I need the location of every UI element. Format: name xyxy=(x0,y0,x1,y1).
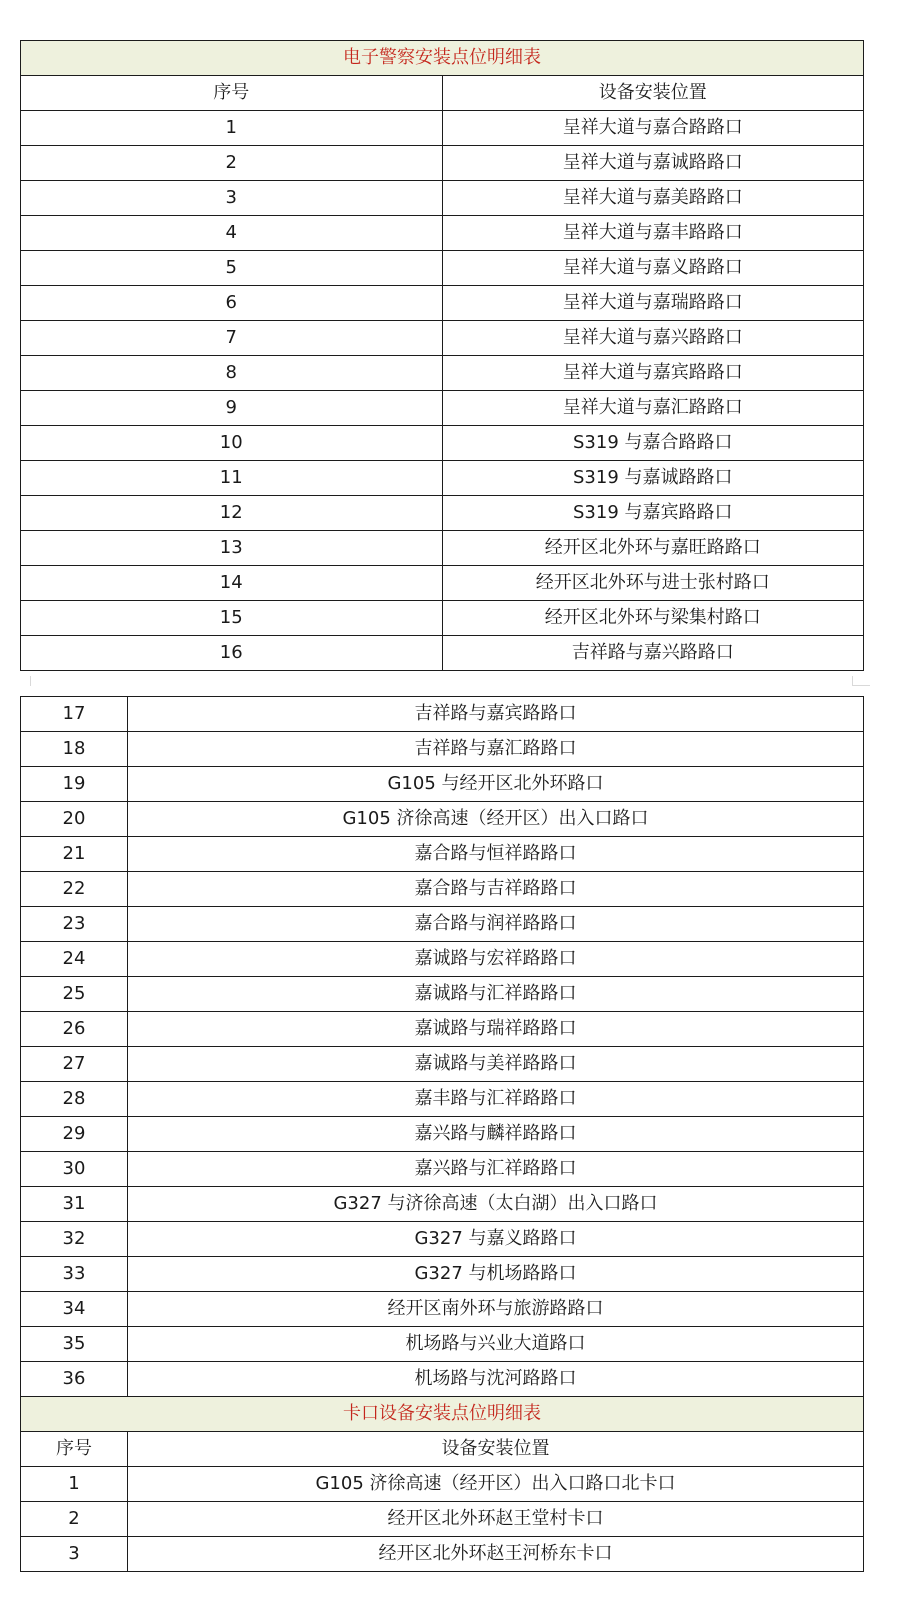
table-row xyxy=(21,181,864,216)
row-location: 呈祥大道与嘉美路路口 xyxy=(442,181,864,216)
row-location: G105 与经开区北外环路口 xyxy=(128,767,864,802)
table-header-row xyxy=(21,76,864,111)
table-row xyxy=(21,146,864,181)
table-row xyxy=(21,767,864,802)
row-location: 嘉诚路与汇祥路路口 xyxy=(128,977,864,1012)
row-location: 经开区北外环赵王河桥东卡口 xyxy=(128,1537,864,1572)
table-row xyxy=(21,1467,864,1502)
table-row xyxy=(21,1117,864,1152)
page-break xyxy=(30,676,870,686)
page-break-left-mark xyxy=(30,676,31,686)
row-number: 5 xyxy=(21,251,443,286)
table-row xyxy=(21,531,864,566)
table-row xyxy=(21,907,864,942)
row-number: 2 xyxy=(21,1502,128,1537)
row-number: 3 xyxy=(21,1537,128,1572)
table-row xyxy=(21,697,864,732)
table-row xyxy=(21,1222,864,1257)
table-title: 卡口设备安装点位明细表 xyxy=(21,1397,864,1432)
row-location: 嘉兴路与汇祥路路口 xyxy=(128,1152,864,1187)
electronic-police-table-part2 xyxy=(20,696,864,1572)
row-number: 35 xyxy=(21,1327,128,1362)
table-row xyxy=(21,977,864,1012)
table-row xyxy=(21,1012,864,1047)
row-number: 36 xyxy=(21,1362,128,1397)
row-number: 1 xyxy=(21,1467,128,1502)
row-number: 10 xyxy=(21,426,443,461)
row-number: 25 xyxy=(21,977,128,1012)
header-num: 序号 xyxy=(21,1432,128,1467)
table-row xyxy=(21,496,864,531)
table-row xyxy=(21,356,864,391)
row-number: 28 xyxy=(21,1082,128,1117)
row-number: 15 xyxy=(21,601,443,636)
row-location: 经开区北外环与梁集村路口 xyxy=(442,601,864,636)
table-row xyxy=(21,1257,864,1292)
row-location: 呈祥大道与嘉诚路路口 xyxy=(442,146,864,181)
table-row xyxy=(21,216,864,251)
row-location: 呈祥大道与嘉合路路口 xyxy=(442,111,864,146)
header-location: 设备安装位置 xyxy=(128,1432,864,1467)
table-row xyxy=(21,1327,864,1362)
row-location: 吉祥路与嘉宾路路口 xyxy=(128,697,864,732)
row-number: 17 xyxy=(21,697,128,732)
row-number: 31 xyxy=(21,1187,128,1222)
table-row xyxy=(21,1047,864,1082)
table-row xyxy=(21,1362,864,1397)
row-location: 经开区北外环与嘉旺路路口 xyxy=(442,531,864,566)
row-number: 18 xyxy=(21,732,128,767)
row-number: 20 xyxy=(21,802,128,837)
table-row xyxy=(21,251,864,286)
row-location: 呈祥大道与嘉义路路口 xyxy=(442,251,864,286)
row-number: 30 xyxy=(21,1152,128,1187)
row-location: 呈祥大道与嘉兴路路口 xyxy=(442,321,864,356)
row-location: 嘉合路与吉祥路路口 xyxy=(128,872,864,907)
row-location: 机场路与兴业大道路口 xyxy=(128,1327,864,1362)
row-number: 11 xyxy=(21,461,443,496)
row-number: 4 xyxy=(21,216,443,251)
row-location: G105 济徐高速（经开区）出入口路口北卡口 xyxy=(128,1467,864,1502)
row-number: 2 xyxy=(21,146,443,181)
table-row xyxy=(21,636,864,671)
row-location: S319 与嘉合路路口 xyxy=(442,426,864,461)
row-location: 吉祥路与嘉汇路路口 xyxy=(128,732,864,767)
row-location: 嘉诚路与美祥路路口 xyxy=(128,1047,864,1082)
row-number: 3 xyxy=(21,181,443,216)
row-location: 经开区南外环与旅游路路口 xyxy=(128,1292,864,1327)
row-location: 机场路与沈河路路口 xyxy=(128,1362,864,1397)
row-location: 呈祥大道与嘉汇路路口 xyxy=(442,391,864,426)
table-title-row xyxy=(21,41,864,76)
table-row xyxy=(21,1187,864,1222)
table-header-row xyxy=(21,1432,864,1467)
table-row xyxy=(21,942,864,977)
table-row xyxy=(21,111,864,146)
row-number: 12 xyxy=(21,496,443,531)
row-location: 嘉合路与润祥路路口 xyxy=(128,907,864,942)
row-location: 嘉丰路与汇祥路路口 xyxy=(128,1082,864,1117)
page-break-right-line xyxy=(852,685,870,686)
table-row xyxy=(21,286,864,321)
row-location: 嘉诚路与瑞祥路路口 xyxy=(128,1012,864,1047)
table-row xyxy=(21,601,864,636)
electronic-police-table-part1 xyxy=(20,40,864,671)
row-number: 33 xyxy=(21,1257,128,1292)
table-row xyxy=(21,461,864,496)
row-location: 嘉兴路与麟祥路路口 xyxy=(128,1117,864,1152)
row-number: 6 xyxy=(21,286,443,321)
row-number: 8 xyxy=(21,356,443,391)
row-location: 经开区北外环赵王堂村卡口 xyxy=(128,1502,864,1537)
row-location: S319 与嘉诚路路口 xyxy=(442,461,864,496)
row-number: 14 xyxy=(21,566,443,601)
row-number: 21 xyxy=(21,837,128,872)
row-location: 呈祥大道与嘉丰路路口 xyxy=(442,216,864,251)
table-row xyxy=(21,391,864,426)
table-title-row xyxy=(21,1397,864,1432)
row-location: G105 济徐高速（经开区）出入口路口 xyxy=(128,802,864,837)
row-location: 嘉合路与恒祥路路口 xyxy=(128,837,864,872)
row-location: 经开区北外环与进士张村路口 xyxy=(442,566,864,601)
row-location: G327 与嘉义路路口 xyxy=(128,1222,864,1257)
header-location: 设备安装位置 xyxy=(442,76,864,111)
row-number: 19 xyxy=(21,767,128,802)
table-row xyxy=(21,321,864,356)
row-number: 23 xyxy=(21,907,128,942)
row-location: S319 与嘉宾路路口 xyxy=(442,496,864,531)
table-row xyxy=(21,1502,864,1537)
table-row xyxy=(21,426,864,461)
table-row xyxy=(21,1537,864,1572)
row-location: 呈祥大道与嘉宾路路口 xyxy=(442,356,864,391)
row-location: 呈祥大道与嘉瑞路路口 xyxy=(442,286,864,321)
table-row xyxy=(21,802,864,837)
table-title: 电子警察安装点位明细表 xyxy=(21,41,864,76)
row-number: 16 xyxy=(21,636,443,671)
row-number: 29 xyxy=(21,1117,128,1152)
table-row xyxy=(21,837,864,872)
row-number: 22 xyxy=(21,872,128,907)
row-number: 7 xyxy=(21,321,443,356)
table-row xyxy=(21,1292,864,1327)
row-number: 34 xyxy=(21,1292,128,1327)
table-row xyxy=(21,872,864,907)
row-number: 1 xyxy=(21,111,443,146)
row-number: 27 xyxy=(21,1047,128,1082)
row-location: G327 与济徐高速（太白湖）出入口路口 xyxy=(128,1187,864,1222)
row-number: 26 xyxy=(21,1012,128,1047)
table-row xyxy=(21,1152,864,1187)
row-number: 9 xyxy=(21,391,443,426)
row-location: G327 与机场路路口 xyxy=(128,1257,864,1292)
row-number: 24 xyxy=(21,942,128,977)
row-location: 吉祥路与嘉兴路路口 xyxy=(442,636,864,671)
header-num: 序号 xyxy=(21,76,443,111)
row-number: 13 xyxy=(21,531,443,566)
row-location: 嘉诚路与宏祥路路口 xyxy=(128,942,864,977)
table-row xyxy=(21,1082,864,1117)
row-number: 32 xyxy=(21,1222,128,1257)
table-row xyxy=(21,732,864,767)
table-row xyxy=(21,566,864,601)
